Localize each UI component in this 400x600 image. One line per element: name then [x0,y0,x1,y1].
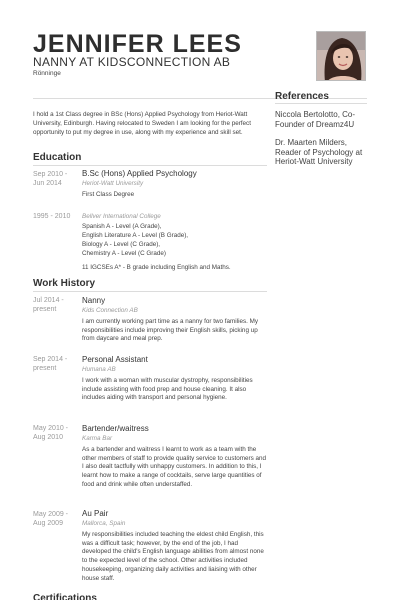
job-description: I work with a woman with muscular dystrophy, responsibilities include assisting with food prep and house cleaning. It also includes aiding with transport and personal hygiene. [82,377,253,402]
job-description: I am currently working part time as a nanny for two families. My responsibilities include improving their English skills, picking up from daycare and meal prep. [82,318,259,343]
employer: Karma Bar [82,435,113,442]
certifications-heading: Certifications [33,593,97,600]
profile-photo [316,31,366,81]
work-dates: May 2009 - Aug 2009 [33,511,69,527]
degree-detail: First Class Degree [82,191,135,198]
work-entry [82,355,267,403]
location: Rönninge [33,70,61,77]
reference-item: Niccola Bertolotto, Co-Founder of Dreamz4U [275,110,356,129]
job-title: NANNY AT KIDSCONNECTION AB [33,55,231,69]
job-description: My responsibilities included teaching the eldest child English, this was a difficult task; however, by the end of the job, I had developed the child's English language abilities from almost none to the expected level of the school. Other activities included housekeeping, organizing daily activities and liaising with other house staff. [82,531,264,582]
work-dates: Sep 2014 - present [33,356,68,372]
institution: Bellver International College [82,213,161,220]
work-entry [82,509,267,583]
education-dates: Sep 2010 - Jun 2014 [33,171,68,187]
work-history-divider [33,291,267,292]
references-divider [275,103,367,104]
job-description: As a bartender and waitress I learnt to work as a team with the other members of staff to provide quality service to customers and I also dealt tactfully with unhappy customers. In addition to this, I learnt how to make a range of cocktails, serve large quantities of food and drink while often understaffed. [82,446,266,488]
candidate-name: JENNIFER LEES [33,30,242,58]
institution: Heriot-Watt University [82,180,144,187]
job-role: Personal Assistant [82,355,148,364]
work-entry [82,296,267,344]
employer: Mallorca, Spain [82,520,126,527]
job-role: Bartender/waitress [82,424,149,433]
job-role: Au Pair [82,509,109,518]
work-dates: Jul 2014 - present [33,297,64,313]
references-heading: References [275,91,329,102]
qualification-line: Chemistry A - Level (C Grade) [82,250,166,257]
summary-text: I hold a 1st Class degree in BSc (Hons) Applied Psychology from Heriot-Watt University, Edinburgh. Having relocated to Sweden I am looking for the perfect opportunity to put my degree in use, along with my experience and skill set. [33,111,251,136]
job-role: Nanny [82,296,106,305]
qualification-line: Spanish A - Level (A Grade), [82,223,162,230]
qualification-line: English Literature A - Level (B Grade), [82,232,189,239]
work-history-heading: Work History [33,278,96,289]
education-heading: Education [33,152,82,163]
qualification-extra: 11 IGCSEs A* - B grade including English and Maths. [82,264,231,271]
education-entry [82,169,267,199]
education-divider [33,165,267,166]
education-dates: 1995 - 2010 [33,213,71,220]
work-dates: May 2010 - Aug 2010 [33,425,69,441]
employer: Kids Connection AB [82,307,138,314]
employer: Humana AB [82,366,116,373]
reference-item: Dr. Maarten Milders, Reader of Psychology at Heriot-Watt University [275,138,363,166]
degree-title: B.Sc (Hons) Applied Psychology [82,169,197,178]
education-entry [82,212,267,272]
qualification-line: Biology A - Level (C Grade), [82,241,161,248]
work-entry [82,424,267,490]
